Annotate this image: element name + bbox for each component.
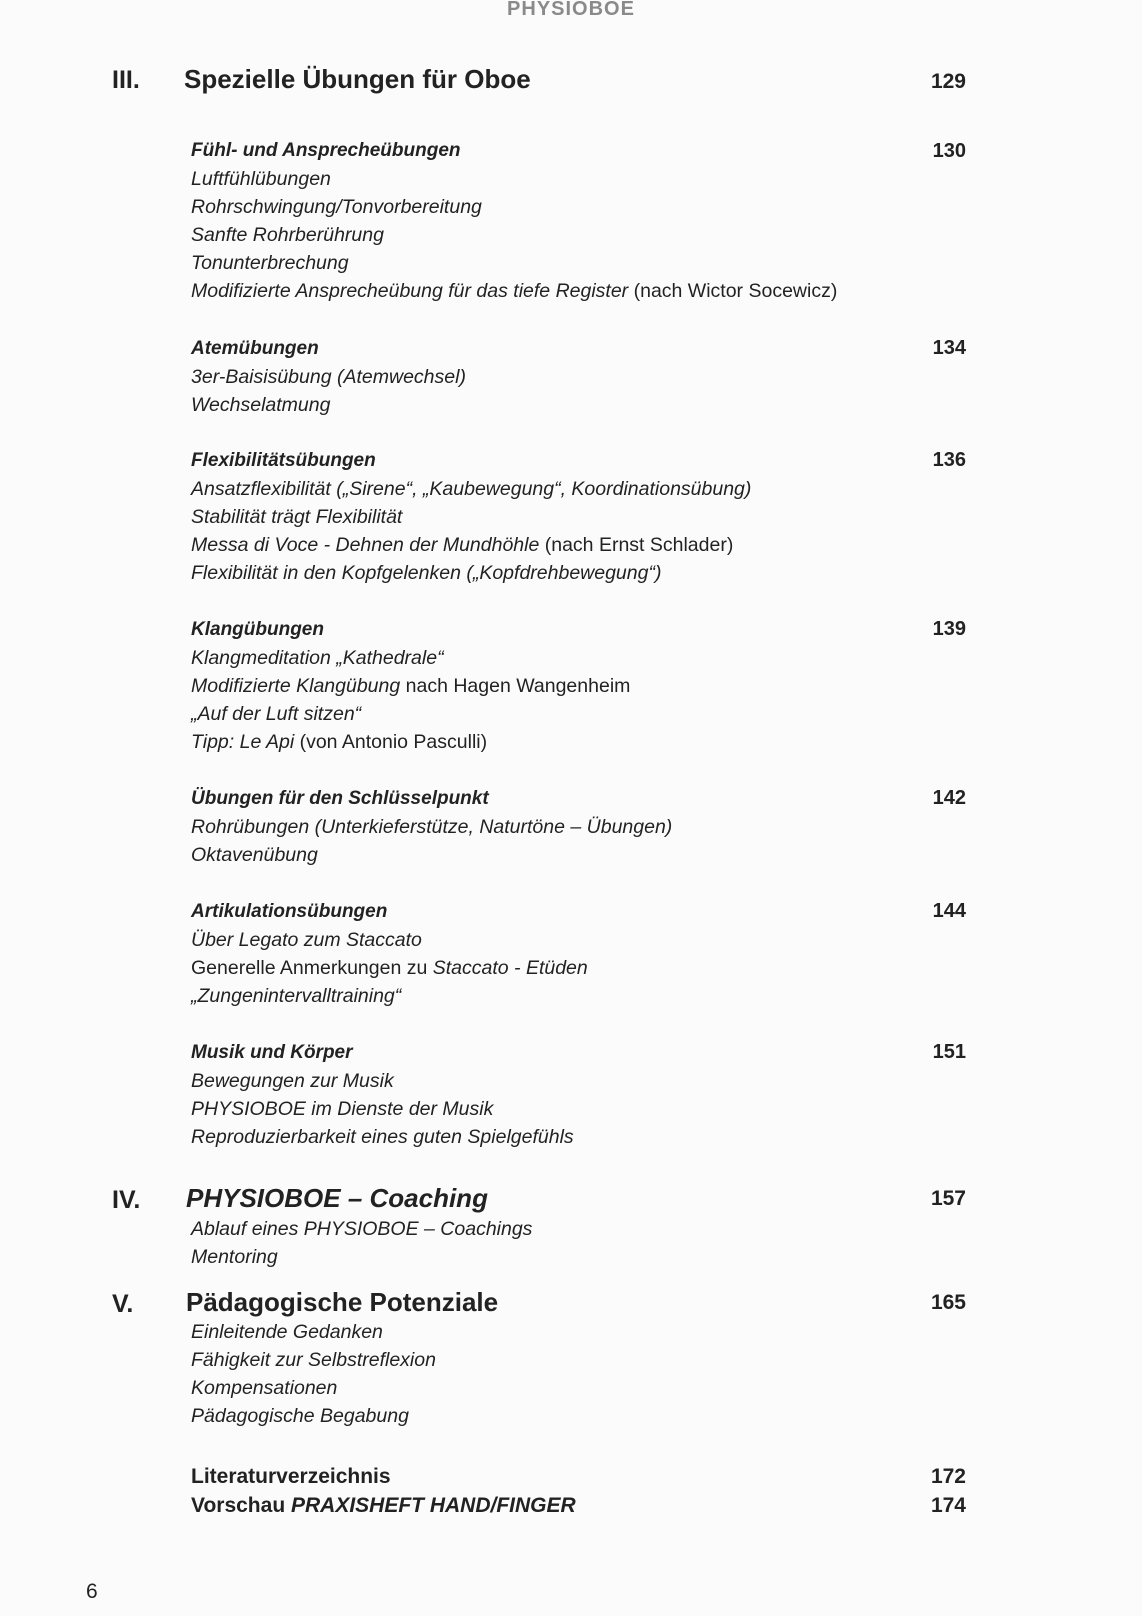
toc-item: Ablauf eines PHYSIOBOE – Coachings <box>191 1218 533 1240</box>
toc-item: Luftfühlübungen <box>191 168 331 190</box>
section-title-atem: Atemübungen <box>191 338 319 359</box>
toc-item: Reproduzierbarkeit eines guten Spielgefühls <box>191 1126 574 1148</box>
toc-item-attribution: nach Hagen Wangenheim <box>400 675 631 697</box>
chapter-page-iv: 157 <box>930 1187 966 1210</box>
toc-item: „Zungenintervalltraining“ <box>191 985 402 1007</box>
toc-item: 3er-Baisisübung (Atemwechsel) <box>191 366 466 388</box>
section-page-schluessel: 142 <box>932 787 966 809</box>
toc-item-attribution: (nach Ernst Schlader) <box>539 534 734 556</box>
chapter-page-iii: 129 <box>930 70 966 93</box>
chapter-title-iv: PHYSIOBOE – Coaching <box>186 1183 488 1213</box>
section-title-fuehl: Fühl- und Ansprecheübungen <box>191 140 461 161</box>
toc-item: PHYSIOBOE im Dienste der Musik <box>191 1098 494 1120</box>
vorschau-title: PRAXISHEFT HAND/FINGER <box>290 1494 576 1517</box>
toc-item-attribution: (von Antonio Pasculli) <box>294 731 488 753</box>
section-page-musik: 151 <box>932 1041 966 1063</box>
toc-item: Mentoring <box>191 1246 278 1268</box>
toc-item: Sanfte Rohrberührung <box>191 224 384 246</box>
chapter-title-iii: Spezielle Übungen für Oboe <box>184 64 531 94</box>
toc-item <box>191 280 837 303</box>
toc-item: „Auf der Luft sitzen“ <box>191 703 362 725</box>
toc-item: Pädagogische Begabung <box>191 1405 409 1427</box>
chapter-number-iii: III. <box>112 66 140 94</box>
toc-item: Flexibilität in den Kopfgelenken („Kopfdrehbewegung“) <box>191 562 662 584</box>
toc-item-text: Modifizierte Ansprecheübung für das tiefe Register <box>191 280 629 302</box>
toc-item: Rohrschwingung/Tonvorbereitung <box>191 196 482 218</box>
toc-item: Tonunterbrechung <box>191 252 349 274</box>
toc-item: Einleitende Gedanken <box>191 1321 383 1343</box>
literaturverzeichnis-page: 172 <box>930 1465 966 1488</box>
section-title-artik: Artikulationsübungen <box>191 901 388 922</box>
toc-item <box>191 957 588 980</box>
toc-item: Stabilität trägt Flexibilität <box>191 506 403 528</box>
chapter-number-v: V. <box>112 1290 134 1318</box>
toc-item: Wechselatmung <box>191 394 331 416</box>
vorschau-label: Vorschau <box>191 1494 291 1517</box>
vorschau-page: 174 <box>930 1494 966 1517</box>
toc-item-text: Tipp: Le Api <box>191 731 295 753</box>
page-number: 6 <box>86 1580 98 1603</box>
chapter-number-iv: IV. <box>112 1186 141 1214</box>
toc-item-text: Messa di Voce - Dehnen der Mundhöhle <box>191 534 540 556</box>
toc-item: Klangmeditation „Kathedrale“ <box>191 647 444 669</box>
toc-item <box>191 534 733 557</box>
toc-item-text: Generelle Anmerkungen zu <box>191 957 433 979</box>
section-page-artik: 144 <box>932 900 966 922</box>
toc-item: Rohrübungen (Unterkieferstütze, Naturtöne – Übungen) <box>191 816 673 838</box>
section-title-musik: Musik und Körper <box>191 1042 353 1063</box>
toc-item <box>191 731 487 754</box>
toc-item <box>191 675 630 698</box>
section-page-fuehl: 130 <box>932 140 966 162</box>
section-page-flex: 136 <box>932 449 966 471</box>
section-page-klang: 139 <box>932 618 966 640</box>
chapter-title-v: Pädagogische Potenziale <box>186 1287 499 1317</box>
chapter-page-v: 165 <box>930 1291 966 1314</box>
toc-item: Bewegungen zur Musik <box>191 1070 394 1092</box>
vorschau-entry <box>191 1494 576 1518</box>
toc-item: Kompensationen <box>191 1377 338 1399</box>
toc-item: Fähigkeit zur Selbstreflexion <box>191 1349 436 1371</box>
literaturverzeichnis-entry: Literaturverzeichnis <box>191 1465 391 1488</box>
section-title-flex: Flexibilitätsübungen <box>191 450 376 471</box>
toc-item-text: Modifizierte Klangübung <box>191 675 401 697</box>
section-title-klang: Klangübungen <box>191 619 324 640</box>
running-header: PHYSIOBOE <box>507 0 635 20</box>
section-page-atem: 134 <box>932 337 966 359</box>
toc-item: Über Legato zum Staccato <box>191 929 422 951</box>
section-title-schluessel: Übungen für den Schlüsselpunkt <box>191 788 489 809</box>
toc-item-italic: Staccato - Etüden <box>432 957 588 979</box>
toc-item-attribution: (nach Wictor Socewicz) <box>628 280 838 302</box>
toc-item: Oktavenübung <box>191 844 318 866</box>
toc-item: Ansatzflexibilität („Sirene“, „Kaubewegung“, Koordinationsübung) <box>191 478 752 500</box>
